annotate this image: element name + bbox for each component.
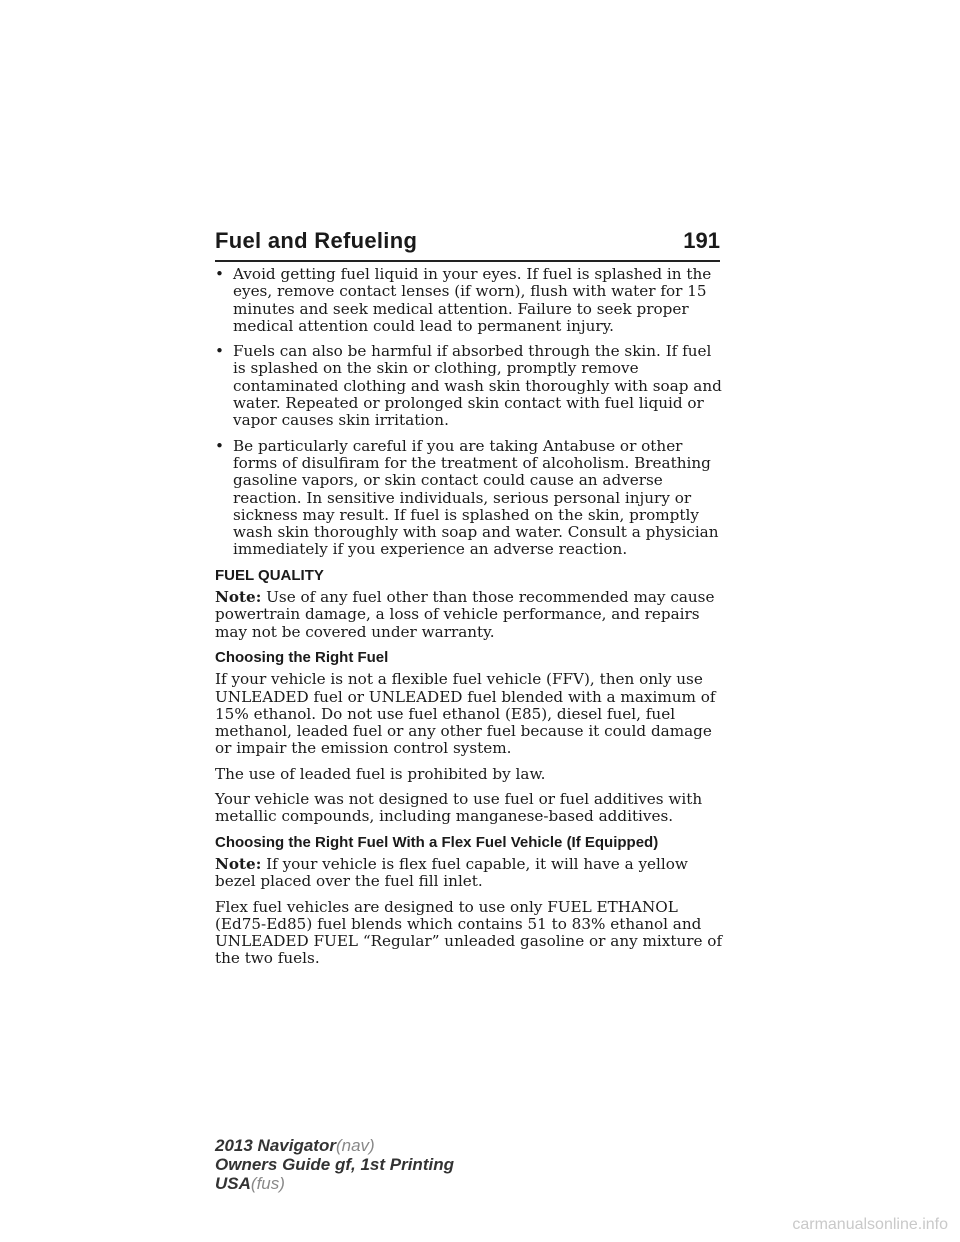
- footer-model-code: (nav): [335, 1136, 375, 1155]
- fuel-quality-heading: FUEL QUALITY: [215, 566, 324, 584]
- bullet-text: Be particularly careful if you are taking Antabuse or other forms of disulfiram for the treatment of alcoholism. Breathing gasoline vapors, or skin contact could cause an adverse reaction. In sensitive individuals, serious personal injury or sickness may result. If fuel is splashed on the skin, promptly wash skin thoroughly with soap and water. Consult a physician immediately if you experience an adverse reaction.: [233, 436, 719, 559]
- note-text: Use of any fuel other than those recommended may cause powertrain damage, a loss of vehicle performance, and repairs may not be covered under warranty.: [215, 588, 715, 641]
- paragraph: Your vehicle was not designed to use fuel or fuel additives with metallic compounds, including manganese-based additives.: [215, 790, 703, 826]
- footer-market-code: (fus): [250, 1174, 285, 1193]
- footer-guide: Owners Guide gf, 1st Printing: [215, 1155, 454, 1174]
- flex-fuel-note: [215, 856, 725, 891]
- bullet-item: [215, 438, 725, 559]
- footer-model: 2013 Navigator: [215, 1136, 336, 1155]
- bullet-item: [215, 343, 725, 429]
- page-header: [215, 228, 720, 262]
- note-text: If your vehicle is flex fuel capable, it will have a yellow bezel placed over the fuel fill inlet.: [215, 854, 688, 891]
- note-label: Note:: [215, 854, 262, 873]
- note-label: Note:: [215, 588, 262, 607]
- paragraph: If your vehicle is not a flexible fuel vehicle (FFV), then only use UNLEADED fuel or UNLEADED fuel blended with a maximum of 15% ethanol. Do not use fuel ethanol (E85), diesel fuel, fuel methanol, leaded fuel or any other fuel because it could damage or impair the emission control system.: [215, 670, 716, 758]
- bullet-icon: •: [215, 342, 224, 361]
- fuel-quality-note: [215, 589, 725, 641]
- watermark: carmanualsonline.info: [792, 1216, 948, 1233]
- bullet-text: Fuels can also be harmful if absorbed through the skin. If fuel is splashed on the skin or clothing, promptly remove contaminated clothing and wash skin thoroughly with soap and water. Repeated or prolonged skin contact with fuel liquid or vapor causes skin irritation.: [233, 342, 722, 430]
- page-number: 191: [683, 228, 720, 253]
- bullet-item: [215, 266, 725, 335]
- bullet-icon: •: [215, 265, 224, 283]
- bullet-text: Avoid getting fuel liquid in your eyes. If fuel is splashed in the eyes, remove contact lenses (if worn), flush with water for 15 minutes and seek medical attention. Failure to seek proper medical attention could lead to permanent injury.: [233, 265, 712, 335]
- flex-fuel-heading: Choosing the Right Fuel With a Flex Fuel Vehicle (If Equipped): [215, 833, 659, 851]
- section-title: Fuel and Refueling: [215, 228, 418, 253]
- document-footer: [215, 1136, 454, 1193]
- paragraph: Flex fuel vehicles are designed to use only FUEL ETHANOL (Ed75-Ed85) fuel blends which contains 51 to 83% ethanol and UNLEADED FUEL “Regular” unleaded gasoline or any mixture of the two fuels.: [215, 897, 723, 968]
- paragraph: The use of leaded fuel is prohibited by law.: [215, 764, 546, 783]
- header-divider: [215, 260, 720, 262]
- choosing-fuel-heading: Choosing the Right Fuel: [215, 648, 389, 666]
- footer-market: USA: [215, 1174, 251, 1193]
- bullet-icon: •: [215, 436, 224, 455]
- page-body: [215, 266, 725, 976]
